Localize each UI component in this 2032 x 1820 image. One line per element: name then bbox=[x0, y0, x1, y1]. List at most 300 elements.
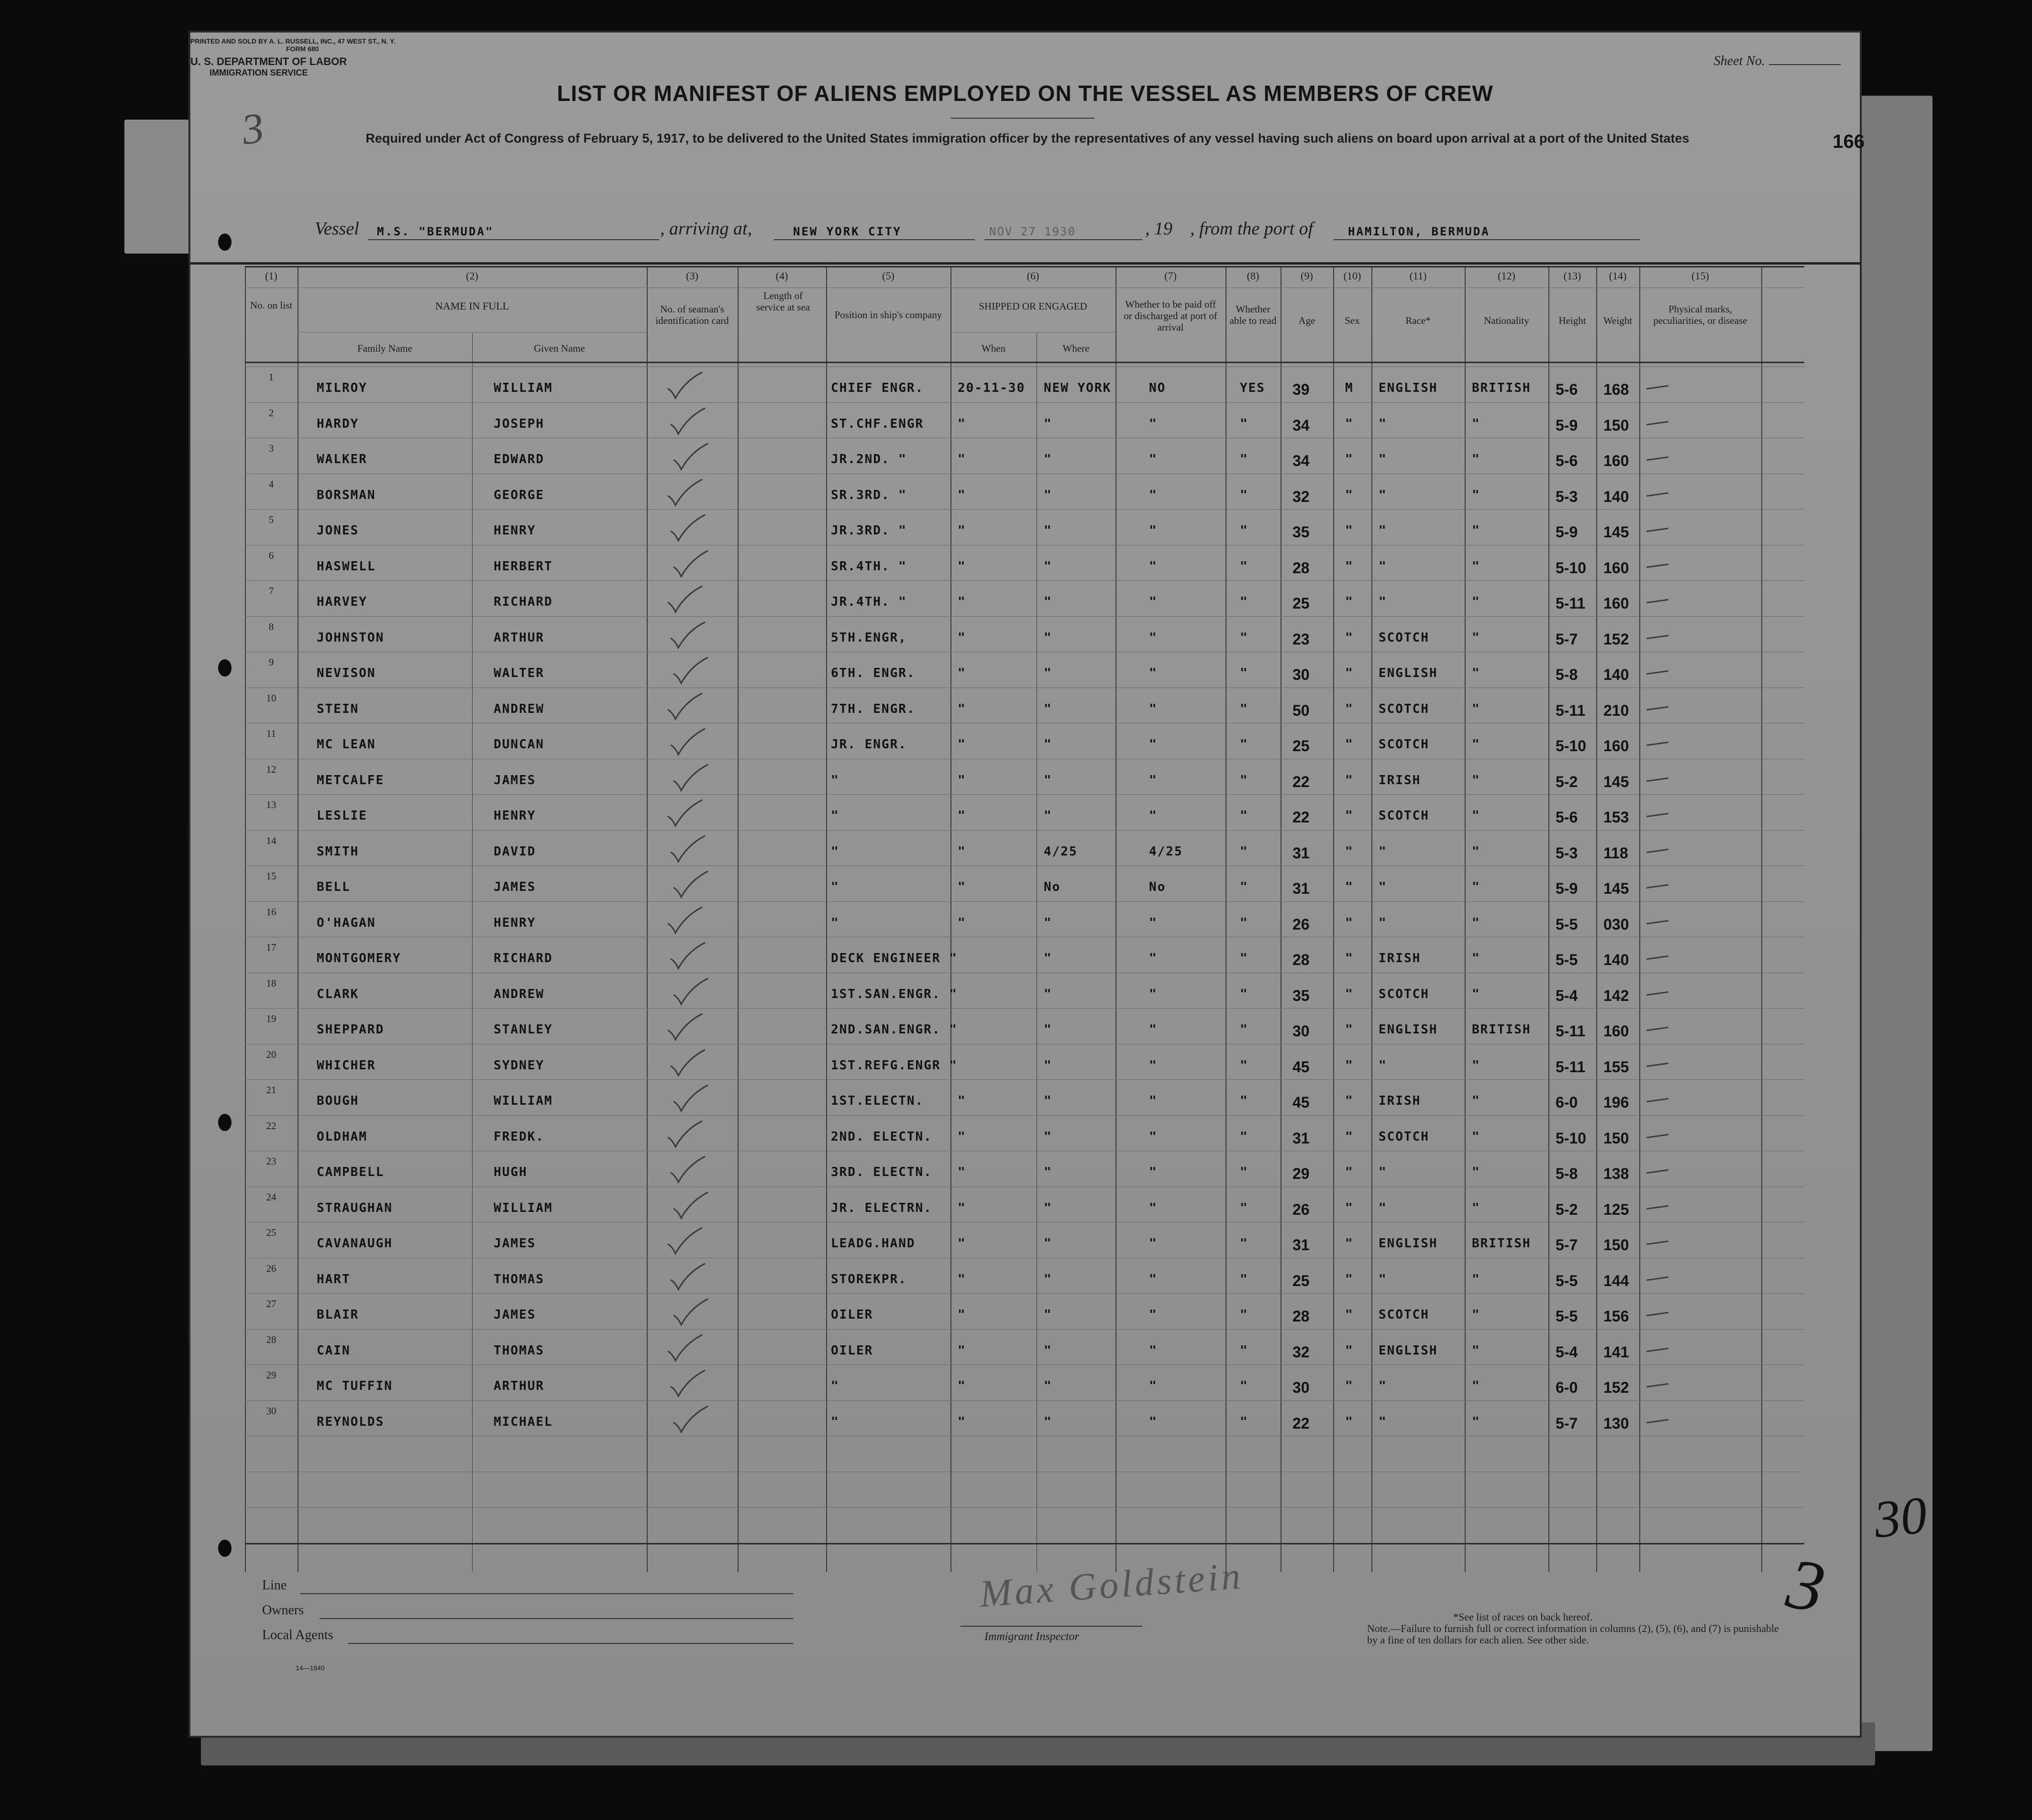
able-to-read-cell: YES bbox=[1240, 381, 1265, 395]
position-cell: SR.4TH. " bbox=[831, 559, 907, 574]
header-nationality: Nationality bbox=[1484, 315, 1529, 326]
age-cell: 45 bbox=[1292, 1058, 1310, 1076]
department-heading bbox=[190, 55, 347, 78]
family-name-cell: STRAUGHAN bbox=[317, 1200, 393, 1215]
age-cell: 30 bbox=[1292, 1022, 1310, 1040]
when-shipped-cell: " bbox=[958, 915, 966, 930]
position-cell: " bbox=[831, 809, 839, 823]
able-to-read-cell: " bbox=[1240, 452, 1248, 466]
where-shipped-cell: " bbox=[1044, 1094, 1052, 1108]
age-cell: 31 bbox=[1292, 1236, 1310, 1254]
table-row bbox=[245, 1008, 1761, 1044]
race-cell: " bbox=[1379, 595, 1387, 609]
race-cell: " bbox=[1379, 1058, 1387, 1073]
age-cell: 28 bbox=[1292, 559, 1310, 577]
colnum-12: (12) bbox=[1498, 270, 1515, 282]
age-cell: 26 bbox=[1292, 1200, 1310, 1218]
table-row bbox=[245, 1293, 1761, 1329]
height-cell: 5-6 bbox=[1556, 452, 1578, 469]
name-subheader-rule bbox=[298, 332, 647, 333]
given-name-cell: WILLIAM bbox=[494, 1094, 553, 1108]
height-cell: 5-7 bbox=[1556, 630, 1578, 648]
when-shipped-cell: " bbox=[958, 1272, 966, 1287]
table-row bbox=[245, 973, 1761, 1009]
nationality-cell: BRITISH bbox=[1472, 1022, 1531, 1037]
where-shipped-cell: " bbox=[1044, 1379, 1052, 1393]
check-mark-icon bbox=[672, 1191, 710, 1220]
punch-hole bbox=[218, 659, 232, 677]
table-row bbox=[245, 688, 1761, 723]
nationality-cell: " bbox=[1472, 630, 1480, 645]
nationality-cell: " bbox=[1472, 915, 1480, 930]
check-mark-icon bbox=[669, 835, 707, 864]
race-cell: SCOTCH bbox=[1379, 701, 1429, 716]
height-cell: 5-11 bbox=[1556, 1058, 1586, 1076]
able-to-read-cell: " bbox=[1240, 1414, 1248, 1429]
paid-off-cell: " bbox=[1149, 1379, 1158, 1393]
able-to-read-cell: " bbox=[1240, 416, 1248, 431]
sheet-number bbox=[1714, 54, 1841, 69]
line-label: Line bbox=[262, 1578, 287, 1593]
row-number: 5 bbox=[268, 514, 274, 525]
age-cell: 32 bbox=[1292, 1343, 1310, 1361]
height-cell: 5-4 bbox=[1556, 987, 1578, 1004]
colnum-1: (1) bbox=[265, 270, 277, 282]
family-name-cell: HARDY bbox=[317, 416, 359, 431]
given-name-cell: SYDNEY bbox=[494, 1058, 544, 1073]
position-cell: LEADG.HAND bbox=[831, 1236, 916, 1251]
check-mark-icon bbox=[669, 1049, 707, 1077]
age-cell: 22 bbox=[1292, 773, 1310, 790]
nationality-cell: " bbox=[1472, 701, 1480, 716]
sex-cell: " bbox=[1345, 1094, 1354, 1108]
family-name-cell: BLAIR bbox=[317, 1308, 359, 1322]
table-row bbox=[245, 1187, 1761, 1222]
given-name-cell: MICHAEL bbox=[494, 1414, 553, 1429]
row-number: 13 bbox=[266, 799, 276, 810]
position-cell: " bbox=[831, 773, 839, 788]
nationality-cell: " bbox=[1472, 1058, 1480, 1073]
colnum-9: (9) bbox=[1301, 270, 1313, 282]
nationality-cell: " bbox=[1472, 1200, 1480, 1215]
given-name-cell: ANDREW bbox=[494, 987, 544, 1001]
check-mark-icon bbox=[666, 906, 704, 935]
paid-off-cell: " bbox=[1149, 1200, 1158, 1215]
family-name-cell: NEVISON bbox=[317, 666, 376, 680]
given-name-cell: STANLEY bbox=[494, 1022, 553, 1037]
age-cell: 30 bbox=[1292, 666, 1310, 683]
paid-off-cell: " bbox=[1149, 737, 1158, 752]
header-height: Height bbox=[1558, 315, 1586, 326]
position-cell: OILER bbox=[831, 1308, 873, 1322]
sex-cell: " bbox=[1345, 1272, 1354, 1287]
colnum-10: (10) bbox=[1343, 270, 1361, 282]
header-no-on-list: No. on list bbox=[250, 300, 293, 311]
height-cell: 6-0 bbox=[1556, 1094, 1578, 1111]
page-number: 166 bbox=[1833, 131, 1865, 152]
where-shipped-cell: " bbox=[1044, 1236, 1052, 1251]
notes bbox=[1367, 1611, 1845, 1646]
paid-off-cell: NO bbox=[1149, 381, 1166, 395]
weight-cell: 210 bbox=[1603, 701, 1629, 719]
weight-cell: 196 bbox=[1603, 1094, 1629, 1111]
vessel-label: Vessel bbox=[315, 219, 359, 239]
where-shipped-cell: " bbox=[1044, 488, 1052, 502]
row-number: 15 bbox=[266, 870, 276, 882]
printer-text: PRINTED AND SOLD BY A. L. RUSSELL, INC., 47 WEST ST., N. Y. bbox=[190, 37, 396, 45]
paid-off-cell: " bbox=[1149, 1165, 1158, 1179]
table-row bbox=[245, 830, 1761, 866]
table-row bbox=[245, 616, 1761, 652]
weight-cell: 150 bbox=[1603, 416, 1629, 434]
position-cell: 2ND. ELECTN. bbox=[831, 1129, 932, 1144]
family-name-cell: BELL bbox=[317, 880, 351, 894]
sex-cell: M bbox=[1345, 381, 1354, 395]
header-separator bbox=[190, 262, 1860, 265]
punch-hole bbox=[218, 1540, 232, 1557]
able-to-read-cell: " bbox=[1240, 523, 1248, 538]
nationality-cell: " bbox=[1472, 1272, 1480, 1287]
able-to-read-cell: " bbox=[1240, 1094, 1248, 1108]
sex-cell: " bbox=[1345, 951, 1354, 965]
race-cell: " bbox=[1379, 844, 1387, 859]
check-mark-icon bbox=[672, 656, 710, 685]
colnum-4: (4) bbox=[775, 270, 788, 282]
able-to-read-cell: " bbox=[1240, 1343, 1248, 1358]
nationality-cell: " bbox=[1472, 1308, 1480, 1322]
sex-cell: " bbox=[1345, 488, 1354, 502]
inspector-signature: Max Goldstein bbox=[978, 1554, 1245, 1616]
sex-cell: " bbox=[1345, 701, 1354, 716]
weight-cell: 156 bbox=[1603, 1308, 1629, 1325]
sex-cell: " bbox=[1345, 1058, 1354, 1073]
weight-cell: 138 bbox=[1603, 1165, 1629, 1182]
height-cell: 5-2 bbox=[1556, 773, 1578, 790]
when-shipped-cell: " bbox=[958, 416, 966, 431]
when-shipped-cell: " bbox=[958, 844, 966, 859]
nationality-cell: " bbox=[1472, 416, 1480, 431]
title-rule bbox=[951, 118, 1094, 119]
column-rule bbox=[1761, 266, 1762, 1572]
weight-cell: 141 bbox=[1603, 1343, 1629, 1361]
position-cell: 7TH. ENGR. bbox=[831, 701, 916, 716]
family-name-cell: CAIN bbox=[317, 1343, 351, 1358]
where-shipped-cell: " bbox=[1044, 1022, 1052, 1037]
paid-off-cell: " bbox=[1149, 1058, 1158, 1073]
given-name-cell: WALTER bbox=[494, 666, 544, 680]
weight-cell: 140 bbox=[1603, 488, 1629, 505]
age-cell: 45 bbox=[1292, 1094, 1310, 1111]
where-shipped-cell: " bbox=[1044, 1272, 1052, 1287]
position-cell: SR.3RD. " bbox=[831, 488, 907, 502]
able-to-read-cell: " bbox=[1240, 915, 1248, 930]
sex-cell: " bbox=[1345, 1165, 1354, 1179]
age-cell: 32 bbox=[1292, 488, 1310, 505]
paid-off-cell: " bbox=[1149, 1129, 1158, 1144]
weight-cell: 153 bbox=[1603, 809, 1629, 826]
table-row bbox=[245, 1222, 1761, 1258]
able-to-read-cell: " bbox=[1240, 630, 1248, 645]
check-mark-icon bbox=[672, 764, 710, 792]
position-cell: " bbox=[831, 880, 839, 894]
nationality-cell: " bbox=[1472, 595, 1480, 609]
weight-cell: 125 bbox=[1603, 1200, 1629, 1218]
age-cell: 35 bbox=[1292, 987, 1310, 1004]
nationality-cell: " bbox=[1472, 951, 1480, 965]
height-cell: 5-6 bbox=[1556, 809, 1578, 826]
where-shipped-cell: " bbox=[1044, 559, 1052, 574]
row-number: 26 bbox=[266, 1262, 276, 1274]
row-number: 29 bbox=[266, 1369, 276, 1381]
when-shipped-cell: " bbox=[958, 523, 966, 538]
check-mark-icon bbox=[672, 550, 710, 578]
where-shipped-cell: " bbox=[1044, 523, 1052, 538]
race-cell: ENGLISH bbox=[1379, 1236, 1438, 1251]
able-to-read-cell: " bbox=[1240, 666, 1248, 680]
height-cell: 5-11 bbox=[1556, 595, 1586, 612]
table-row bbox=[245, 937, 1761, 973]
row-number: 6 bbox=[268, 549, 274, 561]
sex-cell: " bbox=[1345, 1236, 1354, 1251]
position-cell: ST.CHF.ENGR bbox=[831, 416, 924, 431]
height-cell: 5-10 bbox=[1556, 559, 1587, 577]
check-mark-icon bbox=[672, 1405, 710, 1434]
weight-cell: 152 bbox=[1603, 630, 1629, 648]
height-cell: 5-5 bbox=[1556, 951, 1578, 968]
header-where: Where bbox=[1062, 343, 1090, 354]
age-cell: 31 bbox=[1292, 1129, 1310, 1147]
weight-cell: 160 bbox=[1603, 595, 1629, 612]
vessel-name: M.S. "BERMUDA" bbox=[377, 225, 494, 238]
able-to-read-cell: " bbox=[1240, 1272, 1248, 1287]
height-cell: 5-8 bbox=[1556, 1165, 1578, 1182]
nationality-cell: " bbox=[1472, 488, 1480, 502]
when-shipped-cell: " bbox=[958, 737, 966, 752]
inspector-line bbox=[961, 1626, 1142, 1627]
where-shipped-cell: NEW YORK bbox=[1044, 381, 1112, 395]
where-shipped-cell: " bbox=[1044, 987, 1052, 1001]
race-cell: " bbox=[1379, 1379, 1387, 1393]
given-name-cell: THOMAS bbox=[494, 1272, 544, 1287]
family-name-cell: REYNOLDS bbox=[317, 1414, 385, 1429]
sex-cell: " bbox=[1345, 1379, 1354, 1393]
when-shipped-cell: " bbox=[958, 630, 966, 645]
paid-off-cell: " bbox=[1149, 1236, 1158, 1251]
race-cell: SCOTCH bbox=[1379, 737, 1429, 752]
colnum-7: (7) bbox=[1164, 270, 1177, 282]
paid-off-cell: " bbox=[1149, 1022, 1158, 1037]
header-physical: Physical marks, peculiarities, or disease bbox=[1653, 303, 1747, 326]
age-cell: 22 bbox=[1292, 1414, 1310, 1432]
sex-cell: " bbox=[1345, 595, 1354, 609]
check-mark-icon bbox=[666, 1013, 704, 1042]
header-family-name: Family Name bbox=[357, 343, 412, 354]
row-rule bbox=[245, 1507, 1804, 1508]
colnum-11: (11) bbox=[1409, 270, 1427, 282]
sex-cell: " bbox=[1345, 1343, 1354, 1358]
sex-cell: " bbox=[1345, 987, 1354, 1001]
height-cell: 5-11 bbox=[1556, 1022, 1586, 1040]
sex-cell: " bbox=[1345, 523, 1354, 538]
given-name-cell: ARTHUR bbox=[494, 1379, 544, 1393]
agents-label: Local Agents bbox=[262, 1628, 333, 1642]
weight-cell: 160 bbox=[1603, 559, 1629, 577]
given-name-cell: HENRY bbox=[494, 915, 536, 930]
where-shipped-cell: " bbox=[1044, 951, 1052, 965]
when-shipped-cell: " bbox=[958, 1094, 966, 1108]
header-sex: Sex bbox=[1345, 315, 1360, 326]
sex-cell: " bbox=[1345, 1022, 1354, 1037]
arriving-port: NEW YORK CITY bbox=[793, 225, 902, 238]
able-to-read-cell: " bbox=[1240, 809, 1248, 823]
given-name-cell: JAMES bbox=[494, 1308, 536, 1322]
when-shipped-cell: " bbox=[958, 1379, 966, 1393]
table-row bbox=[245, 866, 1761, 901]
colnum-3: (3) bbox=[686, 270, 698, 282]
when-shipped-cell: " bbox=[958, 1165, 966, 1179]
table-row bbox=[245, 1329, 1761, 1365]
position-cell: 1ST.SAN.ENGR. " bbox=[831, 987, 958, 1001]
row-number: 18 bbox=[266, 977, 276, 989]
nationality-cell: BRITISH bbox=[1472, 1236, 1531, 1251]
check-mark-icon bbox=[666, 478, 704, 507]
sheet-number-label: Sheet No. bbox=[1713, 54, 1765, 68]
check-mark-icon bbox=[669, 1155, 707, 1184]
handwritten-big-three: 3 bbox=[1781, 1543, 1831, 1628]
race-cell: IRISH bbox=[1379, 773, 1421, 788]
handwritten-mark: 3 bbox=[239, 104, 267, 154]
table-row bbox=[245, 402, 1761, 438]
header-name-in-full: NAME IN FULL bbox=[435, 300, 509, 312]
when-shipped-cell: " bbox=[958, 1343, 966, 1358]
race-cell: SCOTCH bbox=[1379, 987, 1429, 1001]
check-mark-icon bbox=[669, 1263, 707, 1291]
table-row bbox=[245, 723, 1761, 759]
given-name-cell: HUGH bbox=[494, 1165, 528, 1179]
height-cell: 5-5 bbox=[1556, 1272, 1578, 1289]
check-mark-icon bbox=[666, 1227, 704, 1255]
race-cell: " bbox=[1379, 1414, 1387, 1429]
age-cell: 31 bbox=[1292, 880, 1310, 897]
family-name-cell: MC TUFFIN bbox=[317, 1379, 393, 1393]
race-cell: " bbox=[1379, 1165, 1387, 1179]
line-underline bbox=[300, 1593, 793, 1594]
weight-cell: 145 bbox=[1603, 880, 1629, 897]
paid-off-cell: " bbox=[1149, 523, 1158, 538]
sex-cell: " bbox=[1345, 1414, 1354, 1429]
able-to-read-cell: " bbox=[1240, 1022, 1248, 1037]
sex-cell: " bbox=[1345, 416, 1354, 431]
header-weight: Weight bbox=[1603, 315, 1633, 326]
paid-off-cell: 4/25 bbox=[1149, 844, 1183, 859]
sex-cell: " bbox=[1345, 666, 1354, 680]
where-shipped-cell: " bbox=[1044, 595, 1052, 609]
table-row bbox=[245, 474, 1761, 510]
row-number: 9 bbox=[268, 656, 274, 668]
printer-imprint bbox=[190, 37, 396, 53]
header-position: Position in ship's company bbox=[834, 309, 942, 321]
position-cell: OILER bbox=[831, 1343, 873, 1358]
check-mark-icon bbox=[666, 371, 704, 400]
height-cell: 5-7 bbox=[1556, 1236, 1578, 1254]
sex-cell: " bbox=[1345, 773, 1354, 788]
when-shipped-cell: " bbox=[958, 1200, 966, 1215]
family-name-cell: METCALFE bbox=[317, 773, 385, 788]
age-cell: 35 bbox=[1292, 523, 1310, 541]
height-cell: 5-5 bbox=[1556, 1308, 1578, 1325]
header-when: When bbox=[981, 343, 1006, 354]
age-cell: 39 bbox=[1292, 381, 1310, 398]
weight-cell: 152 bbox=[1603, 1379, 1629, 1396]
given-name-cell: RICHARD bbox=[494, 951, 553, 965]
age-cell: 50 bbox=[1292, 701, 1310, 719]
height-cell: 5-11 bbox=[1556, 701, 1586, 719]
when-shipped-cell: " bbox=[958, 1308, 966, 1322]
header-race: Race* bbox=[1405, 315, 1431, 326]
nationality-cell: " bbox=[1472, 1379, 1480, 1393]
where-shipped-cell: " bbox=[1044, 666, 1052, 680]
form-number: FORM 680 bbox=[286, 45, 319, 53]
table-row bbox=[245, 794, 1761, 830]
age-cell: 34 bbox=[1292, 416, 1310, 434]
able-to-read-cell: " bbox=[1240, 488, 1248, 502]
nationality-cell: BRITISH bbox=[1472, 381, 1531, 395]
table-row bbox=[245, 1044, 1761, 1080]
paid-off-cell: " bbox=[1149, 951, 1158, 965]
age-cell: 25 bbox=[1292, 737, 1310, 755]
owners-label: Owners bbox=[262, 1603, 304, 1618]
family-name-cell: HART bbox=[317, 1272, 351, 1287]
race-cell: IRISH bbox=[1379, 1094, 1421, 1108]
row-number: 28 bbox=[266, 1333, 276, 1345]
family-name-cell: WHICHER bbox=[317, 1058, 376, 1073]
given-name-cell: RICHARD bbox=[494, 595, 553, 609]
table-row bbox=[245, 1115, 1761, 1151]
nationality-cell: " bbox=[1472, 523, 1480, 538]
position-cell: " bbox=[831, 915, 839, 930]
check-mark-icon bbox=[669, 942, 707, 970]
when-shipped-cell: " bbox=[958, 1414, 966, 1429]
nationality-cell: " bbox=[1472, 1414, 1480, 1429]
row-number: 4 bbox=[268, 478, 274, 490]
sex-cell: " bbox=[1345, 915, 1354, 930]
department-name: U. S. DEPARTMENT OF LABOR bbox=[190, 55, 347, 67]
family-name-cell: JOHNSTON bbox=[317, 630, 385, 645]
height-cell: 5-10 bbox=[1556, 737, 1587, 755]
table-row bbox=[245, 759, 1761, 795]
given-name-cell: JOSEPH bbox=[494, 416, 544, 431]
header-seaman-id: No. of seaman's identification card bbox=[655, 303, 729, 326]
age-cell: 28 bbox=[1292, 951, 1310, 968]
sex-cell: " bbox=[1345, 559, 1354, 574]
owners-underline bbox=[320, 1618, 793, 1619]
given-name-cell: DUNCAN bbox=[494, 737, 544, 752]
given-name-cell: ANDREW bbox=[494, 701, 544, 716]
check-mark-icon bbox=[669, 1369, 707, 1398]
family-name-cell: CLARK bbox=[317, 987, 359, 1001]
from-underline bbox=[1334, 239, 1640, 240]
where-shipped-cell: " bbox=[1044, 416, 1052, 431]
when-shipped-cell: " bbox=[958, 488, 966, 502]
race-cell: SCOTCH bbox=[1379, 1129, 1429, 1144]
from-label: , from the port of bbox=[1190, 219, 1314, 239]
table-row bbox=[245, 438, 1761, 474]
row-number: 17 bbox=[266, 942, 276, 953]
where-shipped-cell: " bbox=[1044, 1200, 1052, 1215]
row-number: 23 bbox=[266, 1155, 276, 1167]
weight-cell: 160 bbox=[1603, 737, 1629, 755]
sex-cell: " bbox=[1345, 1200, 1354, 1215]
